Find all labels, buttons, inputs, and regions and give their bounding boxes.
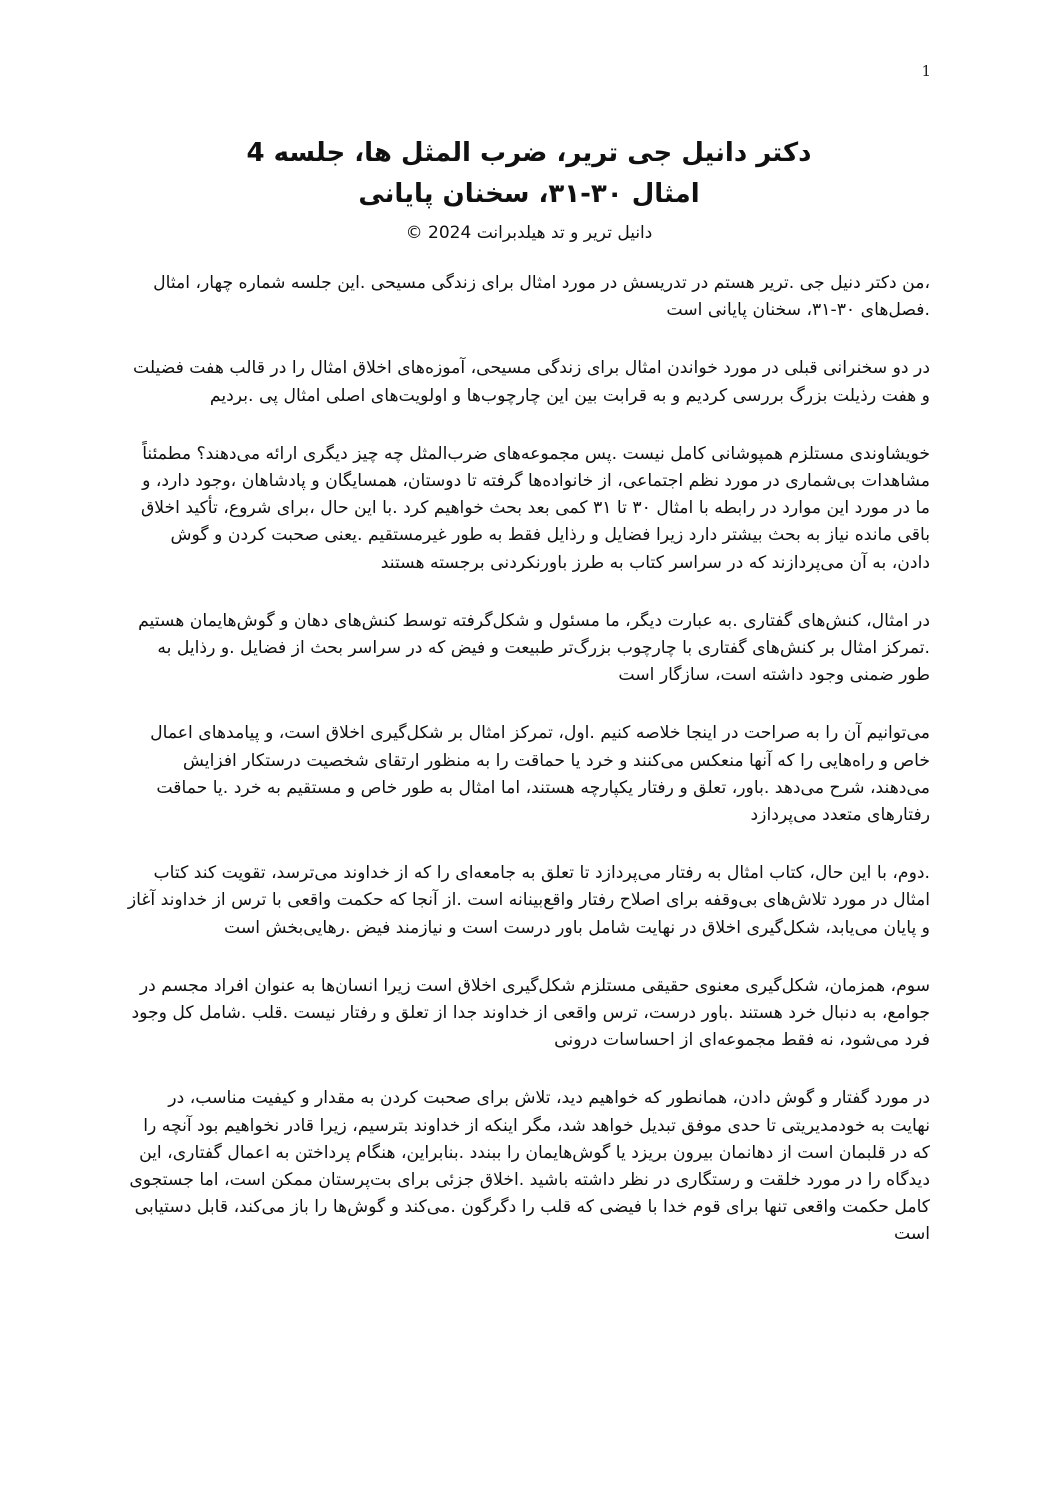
paragraph-2: در دو سخنرانی قبلی در مورد خواندن امثال برای زندگی مسیحی، آموزه‌های اخلاق امثال را در قالب هفت فضیلت و هفت رذیلت بزرگ بررسی کردیم و به قرابت بین این چارچوب‌ها و اولویت‌های اصلی امثال پی .بردیم <box>132 358 930 406</box>
paragraph-4: در امثال، کنش‌های گفتاری .به عبارت دیگر، ما مسئول و شکل‌گرفته توسط کنش‌های دهان و گوش‌هایمان هستیم .تمرکز امثال بر کنش‌های گفتاری با چارچوب بزرگ‌تر طبیعت و فیض که در سراسر بحث از فضایل .و رذایل به طور ضمنی وجود داشته است، سازگار است <box>138 610 930 686</box>
paragraph-3: خویشاوندی مستلزم همپوشانی کامل نیست .پس مجموعه‌های ضرب‌المثل چه چیز دیگری ارائه می‌دهند؟ مطمئناً مشاهدات بی‌شماری در مورد نظم اجتماعی، از خانواده‌ها گرفته تا دوستان، همسایگان و پادشاهان ،وجود دارد، و ما در مورد این موارد در رابطه با امثال ۳۰ تا ۳۱ کمی بعد بحث خواهیم کرد .با این حال ،برای شروع، تأکید اخلاق باقی مانده نیاز به بحث بیشتر دارد زیرا فضایل و رذایل فقط به طور غیرمستقیم .یعنی صحبت کردن و گوش دادن، به آن می‌پردازند که در سراسر کتاب به طرز باورنکردنی برجسته هستند <box>140 443 930 573</box>
copyright-line: دانیل تریر و تد هیلدبرانت 2024 © <box>405 223 653 243</box>
paragraph-6: .دوم، با این حال، کتاب امثال به رفتار می‌پردازد تا تعلق به جامعه‌ای را که از خداوند می‌ترسد، تقویت کند کتاب امثال در مورد تلاش‌های بی‌وقفه برای اصلاح رفتار واقع‌بینانه است .از آنجا که حکمت واقعی با ترس از خداوند آغاز و پایان می‌یابد، شکل‌گیری اخلاق در نهایت شامل باور درست است و نیازمند فیض .رهایی‌بخش است <box>127 863 930 938</box>
document-header <box>0 133 1058 245</box>
title-line-1: دکتر دانیل جی تریر، ضرب المثل ها، جلسه 4 <box>246 138 812 168</box>
paragraph-1: ،من دکتر دنیل جی .تریر هستم در تدریسش در مورد امثال برای زندگی مسیحی .این جلسه شماره چهار، امثال .فصل‌های ۳۰-۳۱، سخنان پایانی است <box>153 273 930 321</box>
document-body <box>127 270 930 1280</box>
paragraph-8: در مورد گفتار و گوش دادن، همانطور که خواهیم دید، تلاش برای صحبت کردن به مقدار و کیفیت مناسب، در نهایت به خودمدیریتی تا حدی موفق تبدیل خواهد شد، مگر اینکه از خداوند بترسیم، زیرا قادر نخواهیم بود آنچه را که در قلبمان است از دهانمان بیرون بریزد یا گوش‌هایمان را ببندد .بنابراین، هنگام پرداختن به اعمال گفتاری، این دیدگاه را در مورد خلقت و رستگاری در نظر داشته باشید .اخلاق جزئی برای بت‌پرستان ممکن است، اما جستجوی کامل حکمت واقعی تنها برای قوم خدا با فیضی که قلب را دگرگون .می‌کند و گوش‌ها را باز می‌کند، قابل دستیابی است <box>129 1088 930 1245</box>
page-number: 1 <box>921 62 931 80</box>
paragraph-5: می‌توانیم آن را به صراحت در اینجا خلاصه کنیم .اول، تمرکز امثال بر شکل‌گیری اخلاق است، و پیامدهای اعمال خاص و راه‌هایی را که آنها منعکس می‌کنند و خرد یا حماقت را به منظور ارتقای شخصیت درستکار افزایش می‌دهند، شرح می‌دهد .باور، تعلق و رفتار یکپارچه هستند، اما امثال به طور خاص و مستقیم به خرد .یا حماقت رفتارهای متعدد می‌پردازد <box>150 723 930 826</box>
paragraph-7: سوم، همزمان، شکل‌گیری معنوی حقیقی مستلزم شکل‌گیری اخلاق است زیرا انسان‌ها به عنوان افراد مجسم در جوامع، به دنبال خرد هستند .باور درست، ترس واقعی از خداوند جدا از تعلق و رفتار نیست .قلب .شامل کل وجود فرد می‌شود، نه فقط مجموعه‌ای از احساسات درونی <box>131 975 930 1051</box>
title-line-2: امثال ۳۰-۳۱، سخنان پایانی <box>358 179 700 209</box>
